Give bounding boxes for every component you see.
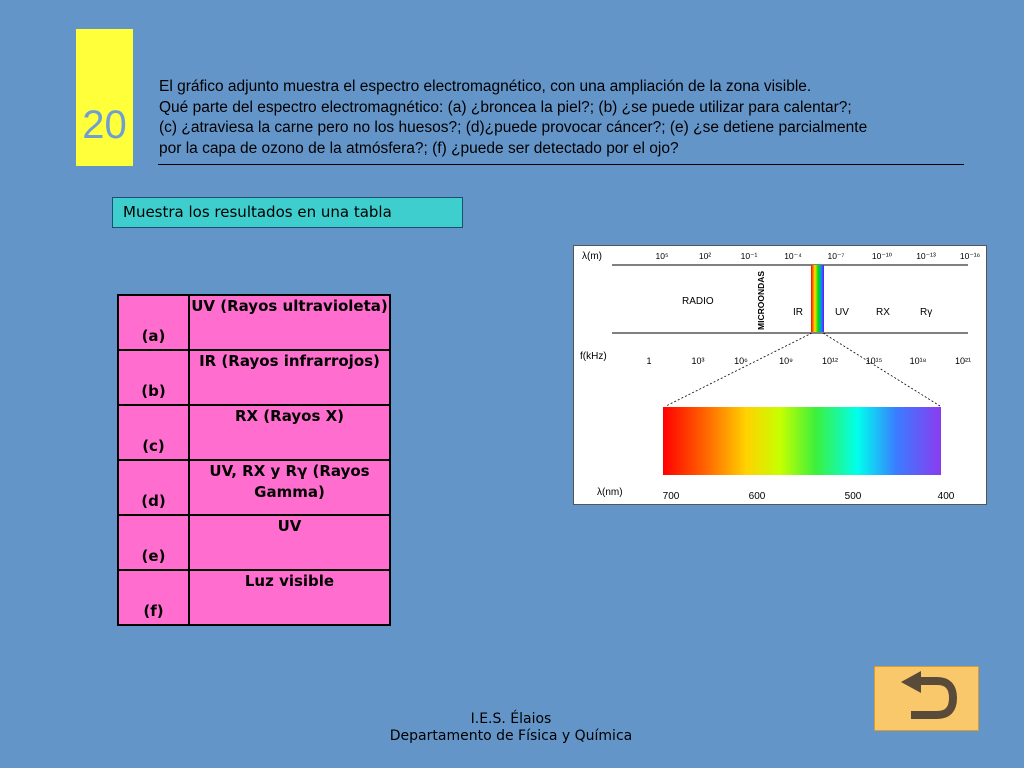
spectrum-svg (574, 246, 986, 504)
row-label-cell (118, 515, 189, 570)
wavelength-tick: 10² (698, 251, 712, 261)
row-value: UV (189, 515, 390, 570)
row-label: (f) (143, 602, 164, 620)
table-row (118, 515, 390, 570)
slide-number-box (76, 29, 133, 166)
wavelength-tick: 10⁻¹ (740, 251, 758, 261)
visible-ticks (663, 491, 955, 502)
row-value: IR (Rayos infrarrojos) (189, 350, 390, 405)
region-gamma: Rγ (920, 307, 933, 318)
question-line: por la capa de ozono de la atmósfera?; (f) ¿puede ser detectado por el ojo? (159, 139, 679, 157)
back-button[interactable] (874, 666, 979, 731)
visible-tick: 500 (844, 491, 862, 502)
table-row (118, 350, 390, 405)
row-label-cell (118, 295, 189, 350)
zoom-line-left (666, 333, 812, 406)
question-text (159, 77, 959, 159)
table-row (118, 405, 390, 460)
region-ir: IR (793, 307, 803, 318)
wavelength-tick: 10⁻¹⁰ (871, 251, 893, 261)
region-uv: UV (835, 307, 849, 318)
wavelength-tick: 10⁻¹⁶ (959, 251, 981, 261)
table-row (118, 570, 390, 625)
footer-department: Departamento de Física y Química (389, 728, 633, 744)
question-line: Qué parte del espectro electromagnético: (a) ¿broncea la piel?; (b) ¿se puede utilizar para calentar?; (159, 98, 852, 116)
row-label: (c) (142, 437, 165, 455)
visible-spectrum (663, 407, 941, 475)
visible-tick: 400 (937, 491, 955, 502)
row-label-cell (118, 460, 189, 515)
row-label: (a) (141, 327, 166, 345)
footer-school: I.E.S. Élaios (470, 711, 552, 727)
row-value: RX (Rayos X) (189, 405, 390, 460)
row-value: UV, RX y Rγ (Rayos Gamma) (189, 460, 390, 515)
region-microwave: MICROONDAS (756, 270, 766, 330)
wavelength-tick: 10⁻⁷ (827, 251, 845, 261)
answers-table (117, 294, 391, 626)
row-label: (e) (141, 547, 166, 565)
wavelength-axis-label: λ(m) (582, 251, 602, 262)
divider-line (158, 164, 964, 165)
table-row (118, 295, 390, 350)
frequency-tick: 1 (646, 356, 652, 366)
row-label-cell (118, 350, 189, 405)
question-line: (c) ¿atraviesa la carne pero no los huesos?; (d)¿puede provocar cáncer?; (e) ¿se detiene parcialmente (159, 119, 868, 136)
wavelength-tick: 10⁻¹³ (916, 251, 936, 261)
hint-box: Muestra los resultados en una tabla (112, 197, 463, 228)
frequency-axis-label: f(kHz) (580, 351, 607, 362)
row-label: (b) (141, 382, 166, 400)
wavelength-tick: 10⁻⁴ (784, 251, 802, 261)
frequency-tick: 10¹² (821, 356, 839, 366)
frequency-tick: 10²¹ (954, 356, 972, 366)
wavelength-ticks (656, 251, 981, 261)
zoom-line-right (823, 333, 940, 406)
region-radio: RADIO (682, 296, 714, 307)
frequency-tick: 10³ (691, 356, 705, 366)
row-label-cell (118, 570, 189, 625)
spectrum-diagram (573, 245, 987, 505)
row-value: UV (Rayos ultravioleta) (189, 295, 390, 350)
frequency-tick: 10¹⁸ (909, 356, 927, 366)
visible-tick: 600 (748, 491, 766, 502)
question-line: El gráfico adjunto muestra el espectro electromagnético, con una ampliación de la zona visible. (159, 78, 812, 95)
visible-axis-label: λ(nm) (597, 487, 623, 498)
visible-band (811, 265, 824, 332)
frequency-tick: 10⁹ (779, 356, 793, 366)
frequency-tick: 10¹⁵ (865, 356, 883, 366)
table-row (118, 460, 390, 515)
slide-number: 20 (82, 103, 127, 147)
frequency-tick: 10⁶ (734, 356, 748, 366)
row-value: Luz visible (189, 570, 390, 625)
region-rx: RX (876, 307, 890, 318)
wavelength-tick: 10⁵ (655, 251, 669, 261)
row-label-cell (118, 405, 189, 460)
footer (380, 711, 642, 745)
frequency-ticks (646, 356, 971, 366)
row-label: (d) (141, 492, 166, 510)
return-arrow-icon (875, 667, 978, 730)
visible-tick: 700 (662, 491, 680, 502)
